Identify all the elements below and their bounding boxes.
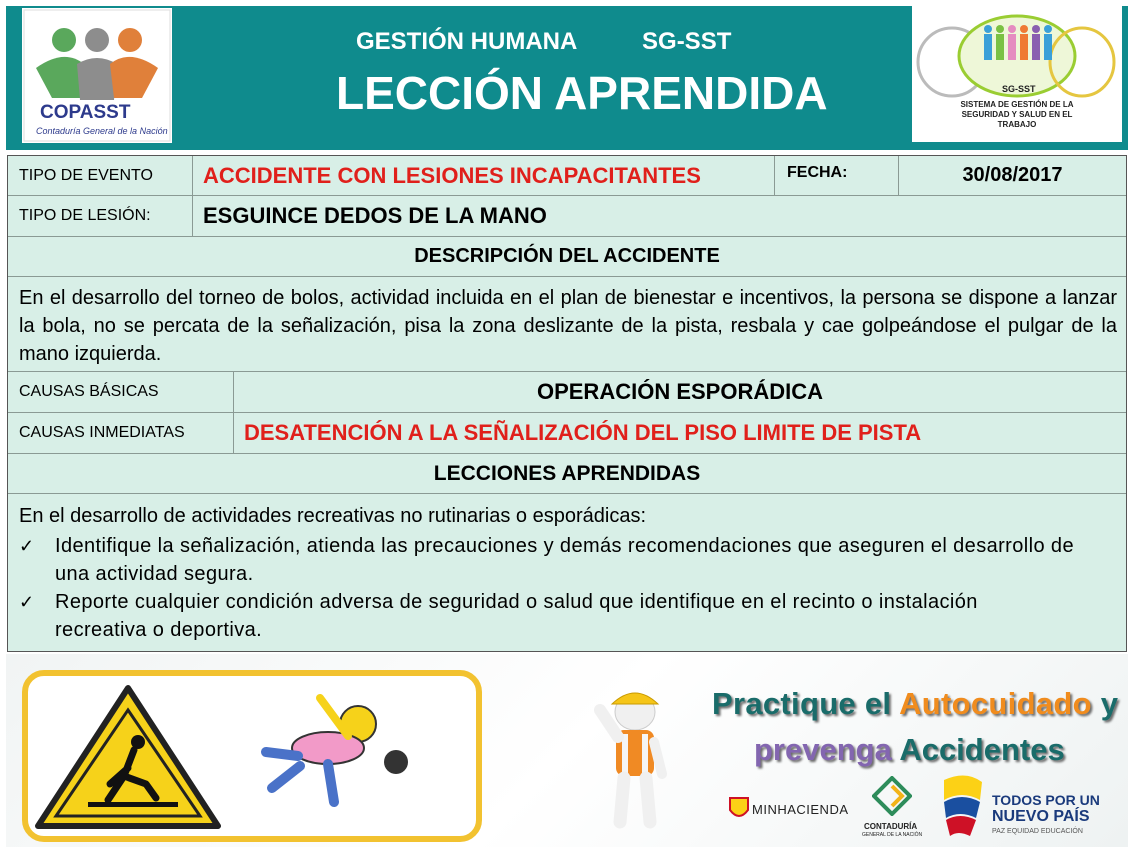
slogan-autocuidado: Autocuidado <box>899 686 1092 721</box>
copasst-logo <box>22 8 172 143</box>
slogan-accidentes: Accidentes <box>899 732 1065 767</box>
row-causas-basicas <box>8 372 1126 413</box>
fecha-label: FECHA: <box>775 156 899 195</box>
safety-worker-icon <box>580 682 690 832</box>
row-tipo-lesion <box>8 196 1126 237</box>
contaduria-logo <box>862 776 922 842</box>
todos-line-1: TODOS POR UN <box>992 792 1100 808</box>
check-icon: ✓ <box>19 536 35 556</box>
causas-basicas-label: CAUSAS BÁSICAS <box>8 372 234 412</box>
tipo-lesion-label: TIPO DE LESIÓN: <box>8 196 193 236</box>
slippery-floor-warning-icon <box>28 676 476 836</box>
row-causas-inmediatas <box>8 413 1126 454</box>
lesson-table <box>7 155 1127 652</box>
leccion-item-2: Reporte cualquier condición adversa de seguridad o salud que identifique en el recinto o instalación recreativa o deportiva. <box>55 591 978 641</box>
row-descripcion-text <box>8 277 1126 372</box>
copasst-logo-subtitle: Contaduría General de la Nación <box>36 126 168 136</box>
colombia-flag-wave-icon <box>940 770 986 840</box>
fecha-value: 30/08/2017 <box>962 164 1063 186</box>
list-item <box>19 588 1079 644</box>
tipo-lesion-value: ESGUINCE DEDOS DE LA MANO <box>203 203 547 228</box>
todos-line-3: PAZ EQUIDAD EDUCACIÓN <box>992 828 1083 835</box>
page-title: LECCIÓN APRENDIDA <box>336 67 828 119</box>
row-descripcion-header <box>8 237 1126 277</box>
warning-image-frame <box>22 670 482 842</box>
slogan-line-1 <box>712 686 1118 722</box>
lecciones-intro: En el desarrollo de actividades recreativas no rutinarias o esporádicas: <box>19 505 647 527</box>
row-lecciones-header <box>8 454 1126 494</box>
copasst-logo-text: COPASST <box>40 102 131 123</box>
slogan-text: y <box>1091 686 1119 721</box>
slogan-text: prevenga <box>754 732 900 767</box>
colombia-shield-icon <box>728 796 750 822</box>
minhacienda-text: MINHACIENDA <box>752 802 849 817</box>
contaduria-subtext: GENERAL DE LA NACIÓN <box>862 832 923 838</box>
slogan-line-2 <box>754 732 1065 768</box>
todos-line-2: NUEVO PAÍS <box>992 808 1090 825</box>
descripcion-header: DESCRIPCIÓN DEL ACCIDENTE <box>414 245 720 267</box>
causas-basicas-value: OPERACIÓN ESPORÁDICA <box>536 379 824 404</box>
contaduria-text: CONTADURÍA <box>864 822 918 831</box>
tipo-evento-label: TIPO DE EVENTO <box>8 156 193 195</box>
header-subtitle <box>356 28 731 56</box>
leccion-item-1: Identifique la señalización, atienda las precauciones y demás recomendaciones que aseguren el desarrollo de una actividad segura. <box>55 535 1074 585</box>
descripcion-text: En el desarrollo del torneo de bolos, actividad incluida en el plan de bienestar e incentivos, la persona se dispone a lanzar la bola, no se percata de la señalización, pisa la zona deslizante de la pista, resbala y cae golpeándose el pulgar de la mano izquierda. <box>19 287 1117 365</box>
causas-inmediatas-value: DESATENCIÓN A LA SEÑALIZACIÓN DEL PISO LIMITE DE PISTA <box>244 420 922 445</box>
check-icon: ✓ <box>19 592 35 612</box>
sgsst-title: SG-SST <box>642 28 732 55</box>
minhacienda-logo <box>728 796 848 824</box>
tipo-evento-value: ACCIDENTE CON LESIONES INCAPACITANTES <box>193 156 775 195</box>
sgsst-caption: SISTEMA DE GESTIÓN DE LA SEGURIDAD Y SALUD EN EL TRABAJO <box>960 100 1074 129</box>
gestion-humana-title: GESTIÓN HUMANA <box>356 28 578 55</box>
slogan-text: Practique el <box>712 686 900 721</box>
contaduria-emblem-icon <box>872 776 912 816</box>
sgsst-badge-text: SG-SST <box>1002 84 1036 94</box>
lecciones-list <box>19 532 1079 644</box>
causas-inmediatas-label: CAUSAS INMEDIATAS <box>8 413 234 453</box>
list-item <box>19 532 1079 588</box>
todos-por-un-nuevo-pais-logo <box>940 770 1110 842</box>
sgsst-logo <box>912 4 1122 142</box>
lecciones-header: LECCIONES APRENDIDAS <box>433 461 701 485</box>
row-tipo-evento <box>8 156 1126 196</box>
row-lecciones-body <box>8 494 1126 651</box>
